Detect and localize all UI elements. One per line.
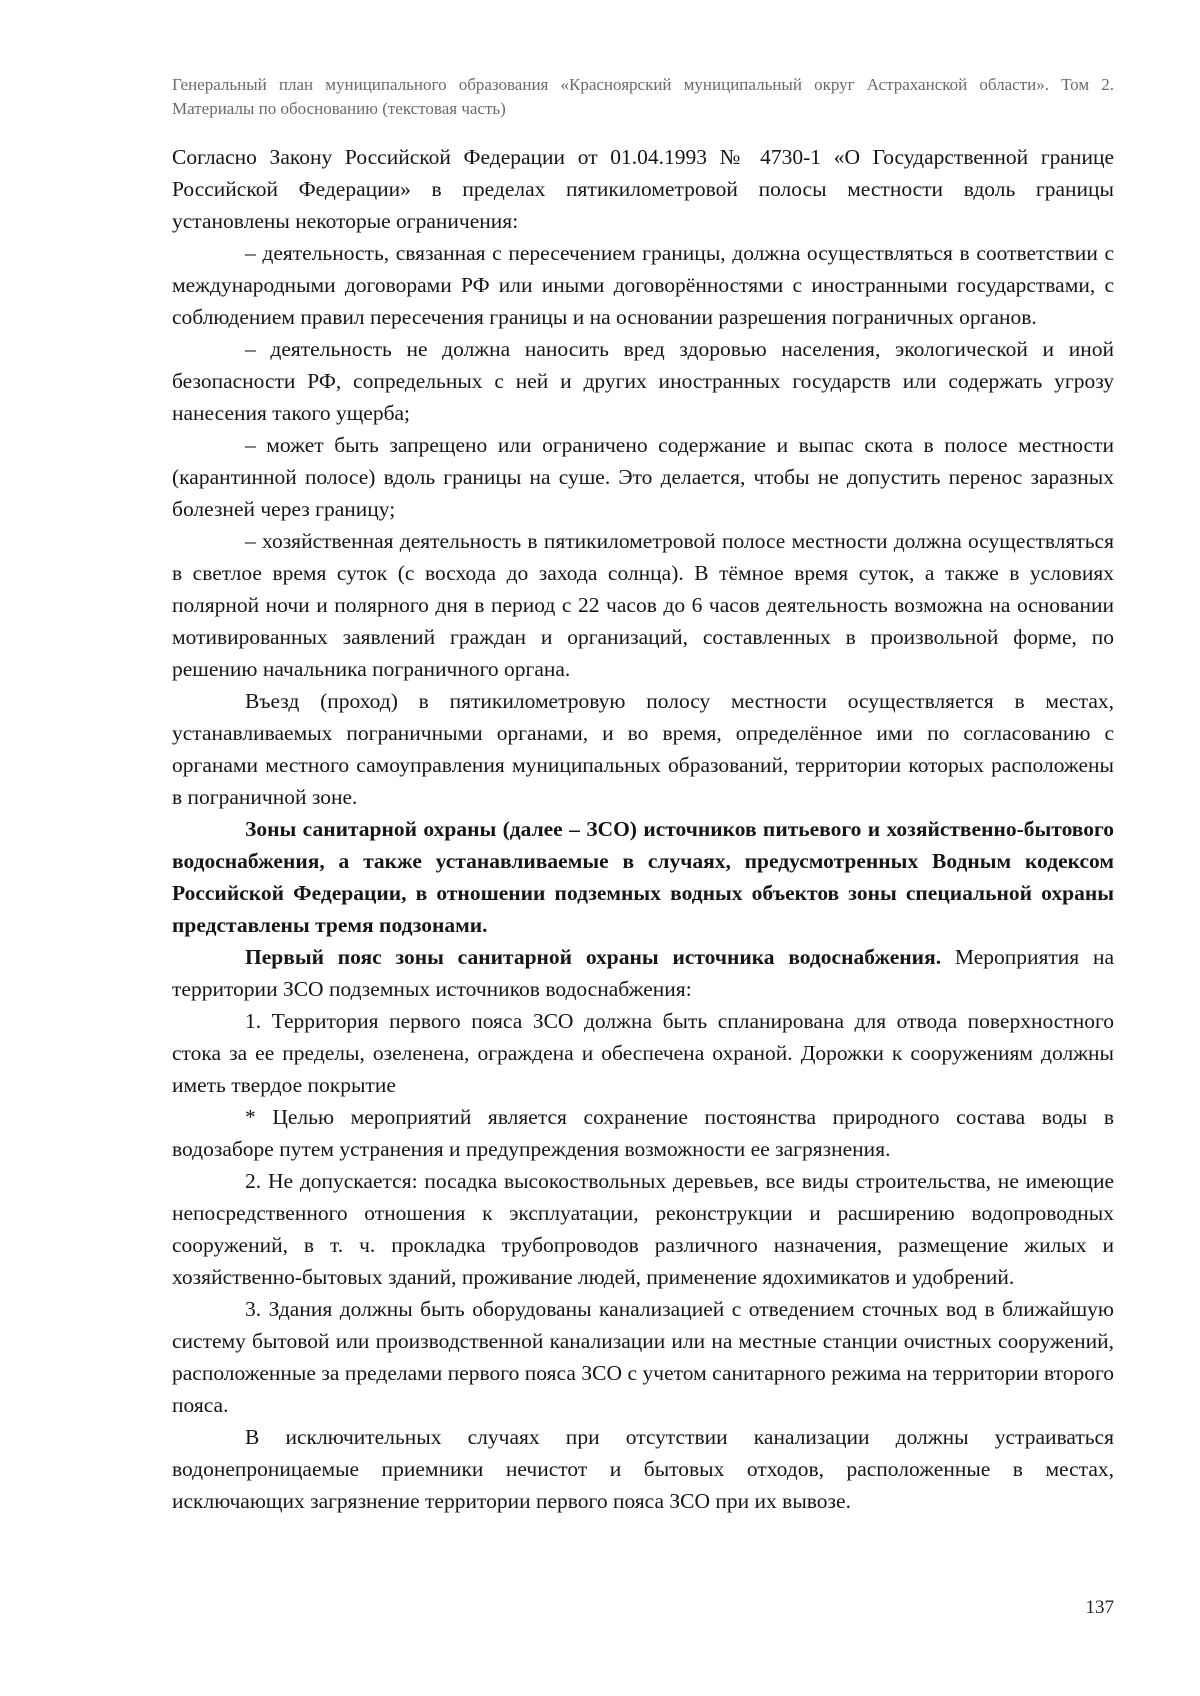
paragraph-border-crossing: – деятельность, связанная с пересечением границы, должна осуществляться в соответствии с международными договорами РФ или иными договорённостями с иностранными государствами, с соблюдением правил пересечения границы и на основании разрешения пограничных органов. bbox=[172, 241, 1114, 329]
paragraph-exceptional-cases: В исключительных случаях при отсутствии канализации должны устраиваться водонепроницаемые приемники нечистот и бытовых отходов, расположенные в местах, исключающих загрязнение территории первого пояса ЗСО при их вывозе. bbox=[172, 1425, 1114, 1513]
first-belt-heading: Первый пояс зоны санитарной охраны источника водоснабжения. bbox=[245, 945, 942, 969]
paragraph-zso-heading: Зоны санитарной охраны (далее – ЗСО) источников питьевого и хозяйственно-бытового водоснабжения, а также устанавливаемые в случаях, предусмотренных Водным кодексом Российской Федерации, в отношении подземных водных объектов зоны специальной охраны представлены тремя подзонами. bbox=[172, 817, 1114, 937]
paragraph-entry: Въезд (проход) в пятикилометровую полосу местности осуществляется в местах, устанавливаемых пограничными органами, и во время, определённое ими по согласованию с органами местного самоуправления муниципальных образований, территории которых расположены в пограничной зоне. bbox=[172, 689, 1114, 809]
paragraph-livestock: – может быть запрещено или ограничено содержание и выпас скота в полосе местности (карантинной полосе) вдоль границы на суше. Это делается, чтобы не допустить перенос заразных болезней через границу; bbox=[172, 433, 1114, 521]
paragraph-footnote: * Целью мероприятий является сохранение постоянства природного состава воды в водозаборе путем устранения и предупреждения возможности ее загрязнения. bbox=[172, 1105, 1114, 1161]
paragraph-item-2: 2. Не допускается: посадка высокоствольных деревьев, все виды строительства, не имеющие непосредственного отношения к эксплуатации, реконструкции и расширению водопроводных сооружений, в т. ч. прокладка трубопроводов различного назначения, размещение жилых и хозяйственно-бытовых зданий, проживание людей, применение ядохимикатов и удобрений. bbox=[172, 1169, 1114, 1289]
first-belt-measures: Мероприятия на территории ЗСО подземных источников водоснабжения: bbox=[172, 945, 1114, 1001]
page-number: 137 bbox=[1085, 1597, 1114, 1618]
paragraph-first-belt bbox=[172, 941, 1114, 1005]
paragraph-no-harm: – деятельность не должна наносить вред здоровью населения, экологической и иной безопасности РФ, сопредельных с ней и других иностранных государств или содержать угрозу нанесения такого ущерба; bbox=[172, 337, 1114, 425]
running-header: Генеральный план муниципального образования «Красноярский муниципальный округ Астраханской области». Том 2. Материалы по обоснованию (текстовая часть) bbox=[172, 75, 1114, 118]
paragraph-item-3: 3. Здания должны быть оборудованы канализацией с отведением сточных вод в ближайшую систему бытовой или производственной канализации или на местные станции очистных сооружений, расположенные за пределами первого пояса ЗСО с учетом санитарного режима на территории второго пояса. bbox=[172, 1297, 1114, 1417]
paragraph-item-1: 1. Территория первого пояса ЗСО должна быть спланирована для отвода поверхностного стока за ее пределы, озеленена, ограждена и обеспечена охраной. Дорожки к сооружениям должны иметь твердое покрытие bbox=[172, 1009, 1114, 1097]
document-body bbox=[172, 141, 1114, 1517]
paragraph-daylight-activity: – хозяйственная деятельность в пятикилометровой полосе местности должна осуществляться в светлое время суток (с восхода до захода солнца). В тёмное время суток, а также в условиях полярной ночи и полярного дня в период с 22 часов до 6 часов деятельность возможна на основании мотивированных заявлений граждан и организаций, составленных в произвольной форме, по решению начальника пограничного органа. bbox=[172, 529, 1114, 681]
paragraph-law-intro: Согласно Закону Российской Федерации от 01.04.1993 № 4730-1 «О Государственной границе Российской Федерации» в пределах пятикилометровой полосы местности вдоль границы установлены некоторые ограничения: bbox=[172, 145, 1114, 233]
